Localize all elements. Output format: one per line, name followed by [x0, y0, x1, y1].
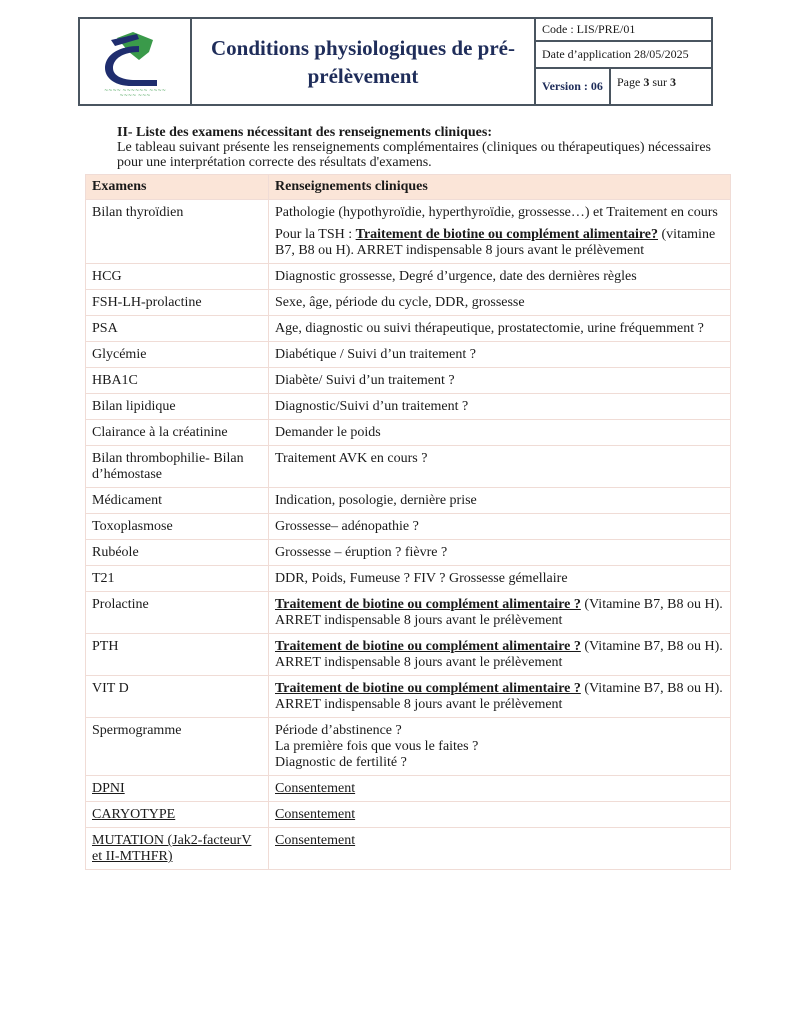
application-date: Date d’application 28/05/2025 [536, 42, 711, 69]
exam-name: HCG [86, 264, 269, 290]
exam-name: Toxoplasmose [86, 514, 269, 540]
section-heading: II- Liste des examens nécessitant des renseignements cliniques: [117, 125, 493, 140]
table-row [86, 828, 731, 870]
exam-name: Clairance à la créatinine [86, 420, 269, 446]
document-meta [536, 19, 711, 104]
section-intro [117, 125, 717, 170]
exam-name: MUTATION (Jak2-facteurV et II-MTHFR) [86, 828, 269, 870]
clinical-info: Age, diagnostic ou suivi thérapeutique, prostatectomie, urine fréquemment ? [269, 316, 731, 342]
table-row [86, 634, 731, 676]
clinical-info: Traitement de biotine ou complément alimentaire ? (Vitamine B7, B8 ou H). ARRET indispensable 8 jours avant le prélèvement [269, 592, 731, 634]
exams-table [85, 174, 731, 870]
table-row [86, 540, 731, 566]
clinical-info: Indication, posologie, dernière prise [269, 488, 731, 514]
table-row [86, 446, 731, 488]
exam-name: Bilan lipidique [86, 394, 269, 420]
document-title: Conditions physiologiques de pré- prélèvement [211, 35, 515, 88]
exam-name: PSA [86, 316, 269, 342]
exam-name: FSH-LH-prolactine [86, 290, 269, 316]
clinical-info: Demander le poids [269, 420, 731, 446]
clinical-info: Consentement [269, 776, 731, 802]
clinical-info: Diagnostic grossesse, Degré d’urgence, date des dernières règles [269, 264, 731, 290]
table-row [86, 264, 731, 290]
table-row [86, 514, 731, 540]
clinical-info: Consentement [269, 828, 731, 870]
table-row [86, 200, 731, 264]
exam-name: Prolactine [86, 592, 269, 634]
table-row [86, 566, 731, 592]
clinical-info: Diabétique / Suivi d’un traitement ? [269, 342, 731, 368]
table-row [86, 676, 731, 718]
svg-text:~~~~ ~~~~~~ ~~~~: ~~~~ ~~~~~~ ~~~~ [104, 87, 166, 94]
table-row [86, 488, 731, 514]
table-row [86, 776, 731, 802]
exam-name: HBA1C [86, 368, 269, 394]
clinical-info: DDR, Poids, Fumeuse ? FIV ? Grossesse gémellaire [269, 566, 731, 592]
biotin-warning: Traitement de biotine ou complément alimentaire? [355, 227, 659, 242]
document-version: Version : 06 [536, 69, 611, 104]
table-row [86, 592, 731, 634]
exam-name: Glycémie [86, 342, 269, 368]
table-row [86, 802, 731, 828]
clinical-info: Pathologie (hypothyroïdie, hyperthyroïdie, grossesse…) et Traitement en cours Pour la TSH : Traitement de biotine ou complément alimentaire? (vitamine B7, B8 ou H). ARRET indispensable 8 jours avant le prélèvement [269, 200, 731, 264]
clinical-info: Grossesse – éruption ? fièvre ? [269, 540, 731, 566]
table-row [86, 342, 731, 368]
clinical-info: Traitement de biotine ou complément alimentaire ? (Vitamine B7, B8 ou H). ARRET indispensable 8 jours avant le prélèvement [269, 634, 731, 676]
exam-name: T21 [86, 566, 269, 592]
exam-name: Bilan thrombophilie- Bilan d’hémostase [86, 446, 269, 488]
exam-name: Rubéole [86, 540, 269, 566]
svg-text:~~~~ ~~~: ~~~~ ~~~ [119, 92, 151, 98]
clinical-info: Période d’abstinence ? La première fois que vous le faites ? Diagnostic de fertilité ? [269, 718, 731, 776]
clinical-info: Traitement de biotine ou complément alimentaire ? (Vitamine B7, B8 ou H). ARRET indispensable 8 jours avant le prélèvement [269, 676, 731, 718]
exam-name: VIT D [86, 676, 269, 718]
page-number: Page 3 sur 3 [617, 75, 676, 89]
section-description: Le tableau suivant présente les renseignements complémentaires (cliniques ou thérapeutiques) nécessaires pour une interprétation correcte des résultats d'examens. [117, 140, 712, 170]
document-code: Code : LIS/PRE/01 [536, 19, 711, 42]
table-row [86, 368, 731, 394]
table-row [86, 316, 731, 342]
exam-name: Spermogramme [86, 718, 269, 776]
exam-name: PTH [86, 634, 269, 676]
clinical-info: Sexe, âge, période du cycle, DDR, grossesse [269, 290, 731, 316]
exam-name: Médicament [86, 488, 269, 514]
clinical-info: Consentement [269, 802, 731, 828]
clinical-info: Traitement AVK en cours ? [269, 446, 731, 488]
column-header-examens: Examens [86, 175, 269, 200]
document-header [78, 17, 713, 106]
biotin-warning: Traitement de biotine ou complément alimentaire ? [275, 597, 581, 612]
exam-name: CARYOTYPE [86, 802, 269, 828]
biotin-warning: Traitement de biotine ou complément alimentaire ? [275, 681, 581, 696]
exam-name: DPNI [86, 776, 269, 802]
document-title-cell [192, 19, 536, 104]
column-header-renseignements: Renseignements cliniques [269, 175, 731, 200]
table-header-row [86, 175, 731, 200]
table-row [86, 718, 731, 776]
logo [80, 19, 192, 104]
clinical-info: Diagnostic/Suivi d’un traitement ? [269, 394, 731, 420]
biotin-warning: Traitement de biotine ou complément alimentaire ? [275, 639, 581, 654]
table-row [86, 420, 731, 446]
table-row [86, 394, 731, 420]
clinical-info: Grossesse– adénopathie ? [269, 514, 731, 540]
clinical-info: Diabète/ Suivi d’un traitement ? [269, 368, 731, 394]
lab-logo-icon [95, 26, 175, 98]
table-row [86, 290, 731, 316]
exam-name: Bilan thyroïdien [86, 200, 269, 264]
